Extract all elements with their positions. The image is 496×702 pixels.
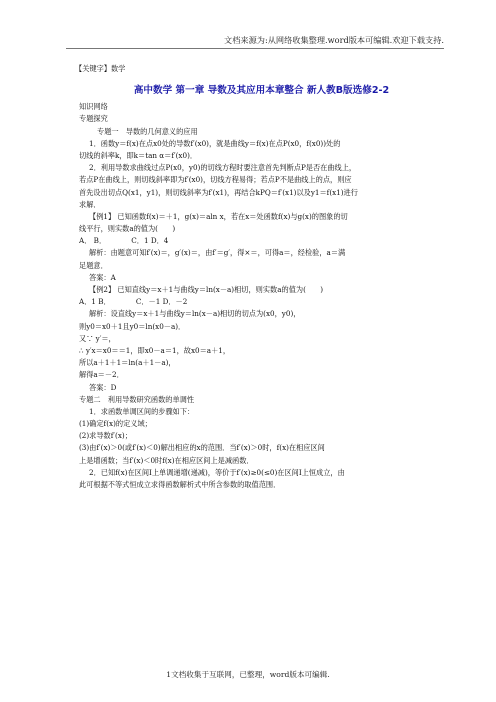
section-knowledge-network: 知识网络 [79, 102, 108, 112]
example-2-question: 【例2】 已知直线y＝x＋1与曲线y＝ln(x－a)相切，则实数a的值为( ) [89, 285, 324, 294]
paragraph-line: 切线的斜率k，即k＝tan α＝f′(x0)． [79, 150, 198, 160]
example-2-solution: 解析：设直线y＝x＋1与曲线y＝ln(x－a)相切的切点为(x0，y0)， [89, 309, 301, 319]
paragraph-line: 2．已知f(x)在区间I上单调递增(递减)，等价于f′(x)≥0(≤0)在区间I上恒成立，由 [89, 467, 345, 477]
example-2-solution: 解得a＝－2． [79, 370, 124, 380]
section-topic-exploration: 专题探究 [79, 114, 108, 124]
topic-two-heading: 专题二 利用导数研究函数的单调性 [79, 394, 195, 404]
example-2-solution: ∴ y′x＝x0＝＝1，即x0－a＝1，故x0＝a＋1， [79, 345, 231, 355]
example-1-answer: 答案：A [89, 272, 116, 282]
paragraph-line: 首先设出切点Q(x1，y1)，则切线斜率为f′(x1)，再结合kPQ＝f′(x1)以及y1＝f(x1)进行 [79, 187, 358, 197]
paragraph-line: 1．求函数单调区间的步骤如下： [89, 406, 195, 416]
example-1-question: 【例1】 已知函数f(x)＝＋1，g(x)＝aln x，若在x＝处函数f(x)与g(x)的图象的切 [89, 211, 348, 221]
paragraph-line: (1)确定f(x)的定义域； [79, 419, 152, 429]
example-2-solution: 又∵ y′＝， [79, 333, 116, 343]
header-source-note: 文档来源为:从网络收集整理.word版本可编辑.欢迎下载支持. [224, 35, 444, 45]
header-divider [66, 48, 444, 49]
topic-one-heading: 专题一 导数的几何意义的应用 [97, 126, 198, 136]
paragraph-line: (2)求导数f′(x)； [79, 431, 132, 441]
paragraph-line: 若点P在曲线上，则切线斜率即为f′(x0)，切线方程易得；若点P不是曲线上的点，则应 [79, 175, 352, 185]
example-1-solution: 解析：由题意可知f′(x)＝，g′(x)＝，由f′＝g′，得×＝，可得a＝，经检验，a＝满 [89, 248, 346, 258]
paragraph-line: 2．利用导数求曲线过点P(x0，y0)的切线方程时要注意首先判断点P是否在曲线上， [89, 163, 357, 173]
example-1-solution: 足题意． [79, 260, 108, 270]
paragraph-line: (3)由f′(x)＞0(或f′(x)＜0)解出相应的x的范围．当f′(x)＞0时，f(x)在相应区间 [79, 443, 325, 453]
example-2-options: A．1 B． C．－1 D．－2 [79, 297, 188, 307]
keyword-line: 【关键字】数学 [75, 64, 126, 73]
paragraph-line: 此可根据不等式恒成立求得函数解析式中所含参数的取值范围． [79, 480, 281, 489]
paragraph-line: 1．函数y＝f(x)在点x0处的导数f′(x0)，就是曲线y＝f(x)在点P(x0，f(x0))处的 [89, 138, 341, 148]
example-1-options: A． B． C．1 D．4 [79, 236, 169, 246]
example-2-solution: 所以a＋1＋1＝ln(a＋1－a)， [79, 358, 176, 368]
example-2-answer: 答案：D [89, 382, 117, 392]
example-1-question: 线平行，则实数a的值为( ) [79, 224, 176, 234]
paragraph-line: 求解． [79, 199, 101, 209]
example-2-solution: 则y0＝x0＋1且y0＝ln(x0－a)． [79, 321, 186, 331]
document-body [75, 58, 444, 491]
footer-note: 1文档收集于互联网，已整理，word版本可编辑. [166, 670, 330, 679]
paragraph-line: 上是增函数；当f′(x)＜0时f(x)在相应区间上是减函数． [79, 455, 254, 465]
document-title: 高中数学 第一章 导数及其应用本章整合 新人教B版选修2-2 [133, 85, 390, 97]
